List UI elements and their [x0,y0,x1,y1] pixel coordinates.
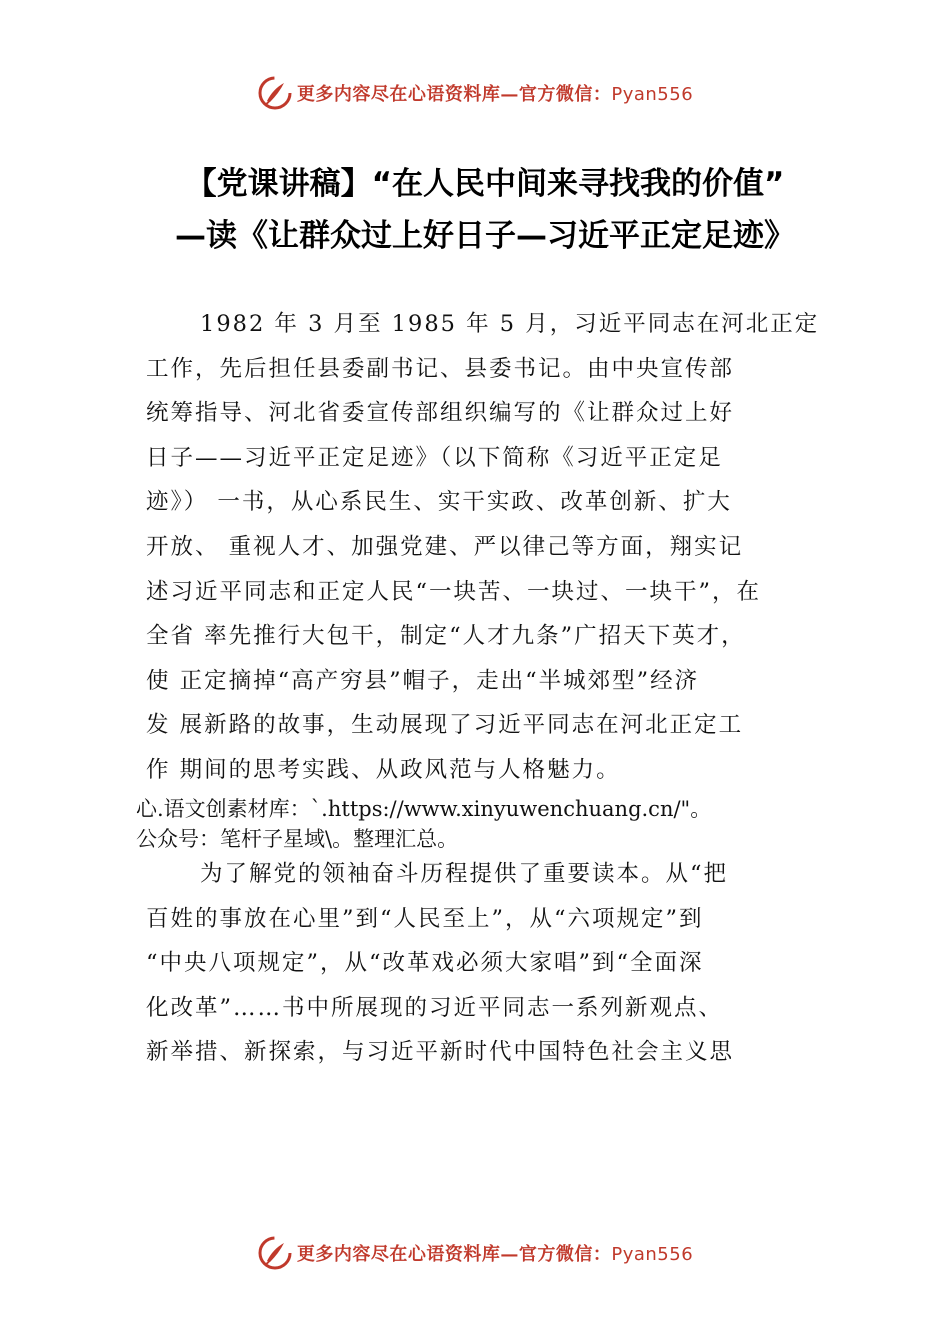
paragraph-line: 发 展新路的故事，生动展现了习近平同志在河北正定工 [146,712,744,739]
header-banner-label: 更多内容尽在心语资料库—官方微信： [296,84,612,105]
paragraph-line: 化改革”……书中所展现的习近平同志一系列新观点、 [146,994,724,1021]
source-note [136,794,711,854]
header-wechat-id: Pyan556 [611,84,694,105]
paragraph-line: 统筹指导、河北省委宣传部组织编写的《让群众过上好 [146,400,735,427]
paragraph-line: 新举措、新探索，与习近平新时代中国特色社会主义思 [146,1039,735,1066]
paragraph-2 [146,852,836,1075]
paragraph-line: 全省 率先推行大包干，制定“人才九条”广招天下英才， [146,623,746,650]
footer-wechat-id: Pyan556 [611,1244,694,1265]
paragraph-line: 迹》） 一书，从心系民生、实干实政、改革创新、扩大 [146,489,732,516]
paragraph-line: 开放、 重视人才、加强党建、严以律己等方面，翔实记 [146,533,744,560]
source-note-line: 公众号：笔杆子星域\。整理汇总。 [136,827,459,851]
document-title [95,158,875,262]
brush-circle-logo-icon [257,75,293,111]
paragraph-line: 工作，先后担任县委副书记、县委书记。由中央宣传部 [146,355,735,382]
title-line-2: —读《让群众过上好日子—习近平正定足迹》 [175,218,795,254]
paragraph-line: 日子——习近平正定足迹》（以下简称《习近平正定足 [146,444,723,471]
paragraph-line: 作 期间的思考实践、从政风范与人格魅力。 [146,756,621,783]
paragraph-line: 使 正定摘掉“高产穷县”帽子，走出“半城郊型”经济 [146,667,700,694]
paragraph-line: 述习近平同志和正定人民“一块苦、一块过、一块干”，在 [146,578,762,605]
title-line-1: 【党课讲稿】“在人民中间来寻找我的价值” [185,166,785,202]
brush-circle-logo-icon [257,1235,293,1271]
footer-banner-label: 更多内容尽在心语资料库—官方微信： [296,1244,612,1265]
footer-banner-text [297,1240,693,1266]
paragraph-line: 为了解党的领袖奋斗历程提供了重要读本。从“把 [200,861,729,887]
header-banner [0,68,950,118]
source-note-line: 心.语文创素材库：`.https://www.xinyuwenchuang.cn/"。 [136,797,712,821]
paragraph-line: 1982 年 3 月至 1985 年 5 月，习近平同志在河北正定 [200,311,820,337]
header-banner-text [297,80,693,106]
paragraph-line: 百姓的事放在心里”到“人民至上”，从“六项规定”到 [146,905,704,932]
paragraph-1 [146,302,836,793]
paragraph-line: “中央八项规定”，从“改革戏必须大家唱”到“全面深 [146,950,704,977]
footer-banner [0,1228,950,1278]
